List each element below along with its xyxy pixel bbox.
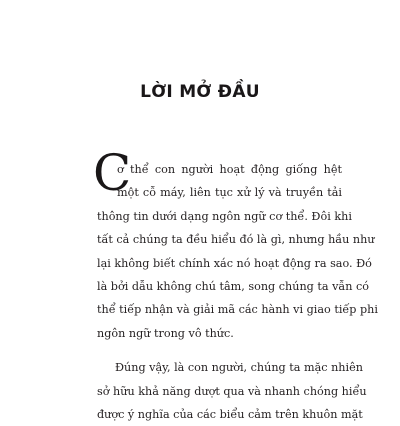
- paragraph-1: [97, 158, 378, 345]
- chapter-title: LỜI MỞ ĐẦU: [140, 82, 260, 102]
- text-line: ngôn ngữ trong vô thức.: [97, 326, 234, 340]
- text-line: một cỗ máy, liên tục xử lý và truyền tải: [117, 186, 342, 200]
- text-line: là bởi dẫu không chú tâm, song chúng ta vẫn có: [97, 279, 370, 293]
- text-line: ơ thể con người hoạt động giống hệt: [117, 163, 342, 176]
- text-line: thông tin dưới dạng ngôn ngữ cơ thể. Đôi khi: [97, 209, 352, 223]
- text-line: Đúng vậy, là con người, chúng ta mặc nhiên: [115, 361, 363, 375]
- paragraph-gap: [97, 345, 342, 356]
- paragraph-2: [97, 356, 367, 426]
- body-text: [93, 144, 378, 426]
- text-line: lại không biết chính xác nó hoạt động ra sao. Đó: [97, 256, 372, 270]
- drop-cap: C: [93, 144, 132, 202]
- text-line: sở hữu khả năng dượt qua và nhanh chóng hiểu: [97, 384, 367, 398]
- text-line: thể tiếp nhận và giải mã các hành vi giao tiếp phi: [97, 303, 378, 317]
- text-line: được ý nghĩa của các biểu cảm trên khuôn mặt: [97, 407, 363, 421]
- text-line: tất cả chúng ta đều hiểu đó là gì, nhưng hầu như: [97, 233, 375, 247]
